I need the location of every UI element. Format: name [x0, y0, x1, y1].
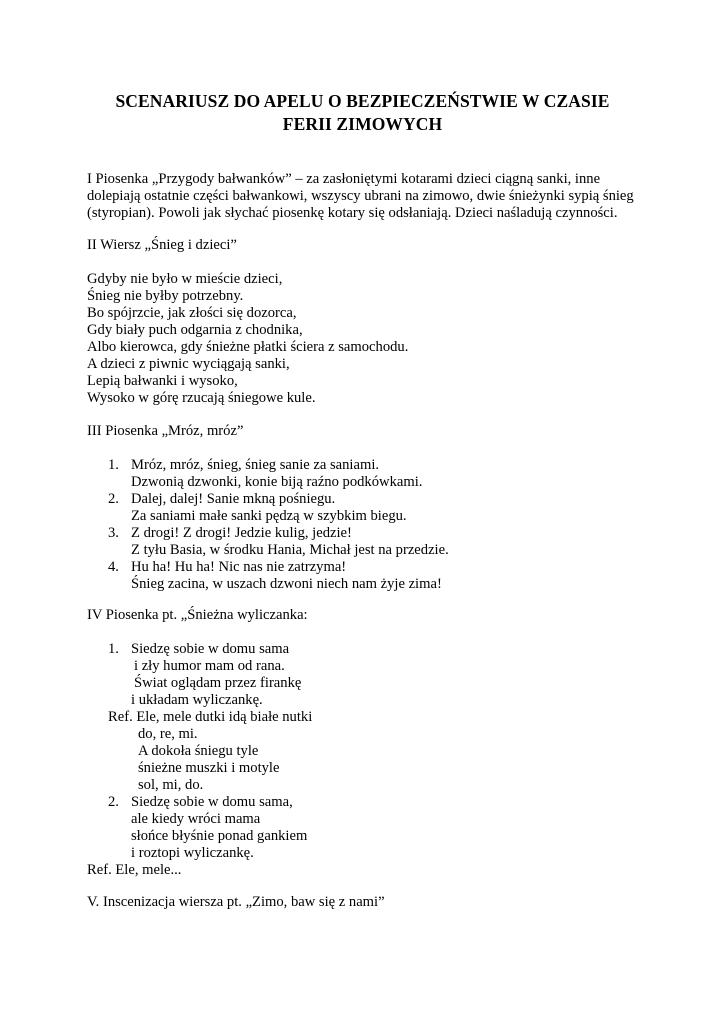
- list-number: 4.: [108, 559, 119, 575]
- poem-line: Lepią bałwanki i wysoko,: [87, 373, 238, 389]
- song-line: Z tyłu Basia, w środku Hania, Michał jest na przedzie.: [131, 542, 449, 558]
- section5-heading: V. Inscenizacja wiersza pt. „Zimo, baw się z nami”: [87, 894, 385, 910]
- song-line: słońce błyśnie ponad gankiem: [131, 828, 308, 844]
- poem-line: Bo spójrzcie, jak złości się dozorca,: [87, 305, 297, 321]
- section3-heading: III Piosenka „Mróz, mróz”: [87, 423, 244, 439]
- section4-heading: IV Piosenka pt. „Śnieżna wyliczanka:: [87, 607, 308, 623]
- poem-line: Wysoko w górę rzucają śniegowe kule.: [87, 390, 316, 406]
- section1-line-2: dolepiają ostatnie części bałwankowi, wszyscy ubrani na zimowo, dwie śnieżynki sypią śnieg: [87, 188, 634, 204]
- song-line: ale kiedy wróci mama: [131, 811, 261, 827]
- refrain-line: śnieżne muszki i motyle: [138, 760, 280, 776]
- refrain-line: A dokoła śniegu tyle: [138, 743, 259, 759]
- title-line-1: SCENARIUSZ DO APELU O BEZPIECZEŃSTWIE W CZASIE: [115, 91, 610, 111]
- list-number: 2.: [108, 794, 119, 810]
- poem-line: Gdy biały puch odgarnia z chodnika,: [87, 322, 303, 338]
- song-line: Świat oglądam przez firankę: [134, 675, 302, 691]
- section2-heading: II Wiersz „Śnieg i dzieci”: [87, 237, 237, 253]
- list-number: 1.: [108, 641, 119, 657]
- poem-line: Śnieg nie byłby potrzebny.: [87, 288, 244, 304]
- section1-line-1: I Piosenka „Przygody bałwanków” – za zasłoniętymi kotarami dzieci ciągną sanki, inne: [87, 171, 601, 187]
- page-title: [60, 90, 665, 136]
- poem-line: Gdyby nie było w mieście dzieci,: [87, 271, 283, 287]
- song-line: i zły humor mam od rana.: [134, 658, 285, 674]
- song-line: i roztopi wyliczankę.: [131, 845, 254, 861]
- poem-line: Albo kierowca, gdy śnieżne płatki ściera z samochodu.: [87, 339, 409, 355]
- song-line: Hu ha! Hu ha! Nic nas nie zatrzyma!: [131, 559, 347, 575]
- list-number: 2.: [108, 491, 119, 507]
- song-line: Śnieg zacina, w uszach dzwoni niech nam żyje zima!: [131, 576, 442, 592]
- song-line: Za saniami małe sanki pędzą w szybkim biegu.: [131, 508, 407, 524]
- song-line: Siedzę sobie w domu sama,: [131, 794, 293, 810]
- list-number: 1.: [108, 457, 119, 473]
- refrain-line: do, re, mi.: [138, 726, 198, 742]
- section1-line-3: (styropian). Powoli jak słychać piosenkę kotary się odsłaniają. Dzieci naśladują czynności.: [87, 205, 618, 221]
- title-line-2: FERII ZIMOWYCH: [282, 114, 443, 134]
- song-line: Mróz, mróz, śnieg, śnieg sanie za saniami.: [131, 457, 380, 473]
- song-line: Dzwonią dzwonki, konie biją raźno podkówkami.: [131, 474, 423, 490]
- song-line: Dalej, dalej! Sanie mkną pośniegu.: [131, 491, 336, 507]
- song-line: Z drogi! Z drogi! Jedzie kulig, jedzie!: [131, 525, 352, 541]
- refrain-line: sol, mi, do.: [138, 777, 204, 793]
- refrain-label: Ref. Ele, mele dutki idą białe nutki: [108, 709, 313, 725]
- poem-line: A dzieci z piwnic wyciągają sanki,: [87, 356, 290, 372]
- list-number: 3.: [108, 525, 119, 541]
- song-line: Siedzę sobie w domu sama: [131, 641, 290, 657]
- song-line: i układam wyliczankę.: [131, 692, 263, 708]
- refrain-repeat: Ref. Ele, mele...: [87, 862, 182, 878]
